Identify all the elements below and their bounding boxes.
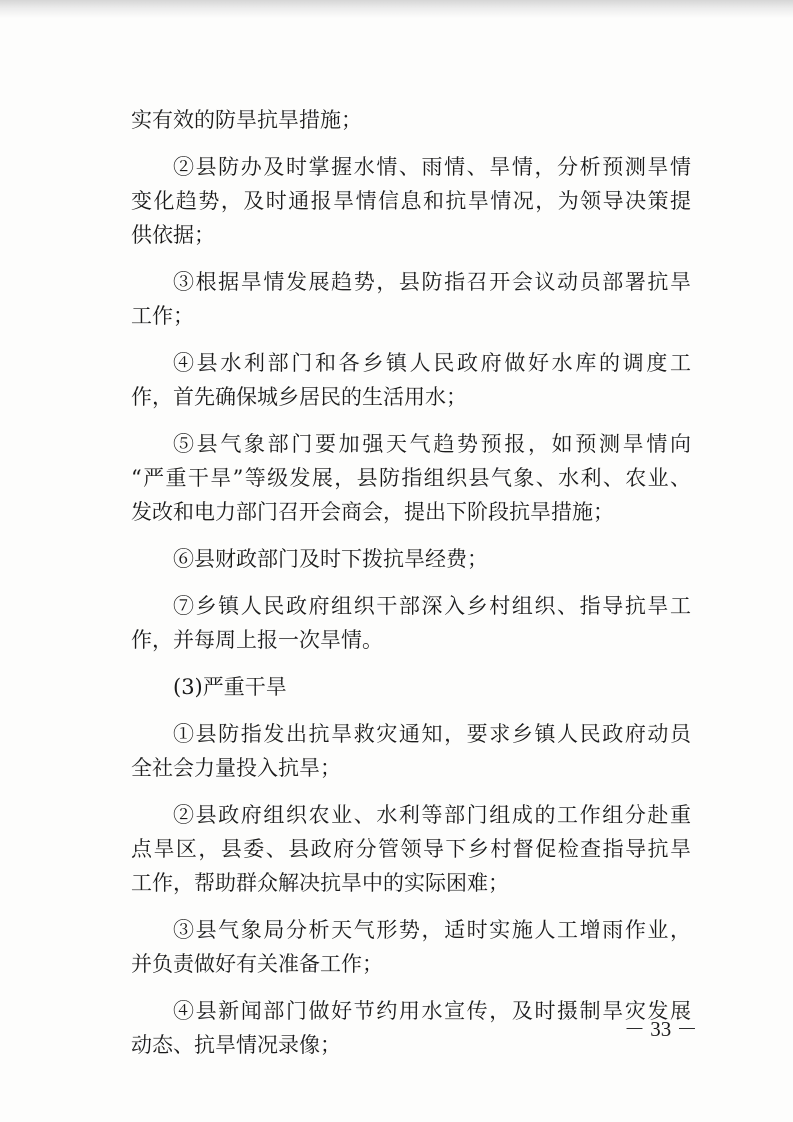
text-line: 点旱区，县委、县政府分管领导下乡村督促检查指导抗旱 [131,837,691,861]
section-heading: (3)严重干旱 [173,675,287,699]
text-line: ①县防指发出抗旱救灾通知，要求乡镇人民政府动员 [173,722,691,746]
text-line: 作，首先确保城乡居民的生活用水； [131,385,467,409]
text-line: ②县政府组织农业、水利等部门组成的工作组分赴重 [173,803,691,827]
text-line: 发改和电力部门召开会商会，提出下阶段抗旱措施； [131,500,614,524]
text-line: ③根据旱情发展趋势，县防指召开会议动员部署抗旱 [173,270,691,294]
text-line: 全社会力量投入抗旱； [131,756,341,780]
text-line: 工作； [131,304,194,328]
text-line: “严重干旱”等级发展，县防指组织县气象、水利、农业、 [131,466,691,490]
text-line: 变化趋势，及时通报旱情信息和抗旱情况，为领导决策提 [131,189,691,213]
text-line: 供依据； [131,223,215,247]
text-line: ⑦乡镇人民政府组织干部深入乡村组织、指导抗旱工 [173,594,691,618]
text-line: 并负责做好有关准备工作； [131,952,383,976]
text-line: ④县水利部门和各乡镇人民政府做好水库的调度工 [173,351,691,375]
text-line: 作，并每周上报一次旱情。 [131,628,383,652]
text-line: 工作，帮助群众解决抗旱中的实际困难； [131,871,509,895]
text-line: ⑥县财政部门及时下拨抗旱经费； [173,547,488,571]
text-line: ②县防办及时掌握水情、雨情、旱情，分析预测旱情 [173,155,691,179]
document-body [131,103,698,1062]
text-line: ④县新闻部门做好节约用水宣传，及时摄制旱灾发展 [173,999,691,1023]
text-line: 实有效的防旱抗旱措施； [131,108,362,132]
text-line: ③县气象局分析天气形势，适时实施人工增雨作业， [173,918,691,942]
scan-edge [0,0,793,18]
text-line: 动态、抗旱情况录像； [131,1033,341,1057]
page-number: － 33 － [624,1017,698,1041]
text-line: ⑤县气象部门要加强天气趋势预报，如预测旱情向 [173,432,691,456]
